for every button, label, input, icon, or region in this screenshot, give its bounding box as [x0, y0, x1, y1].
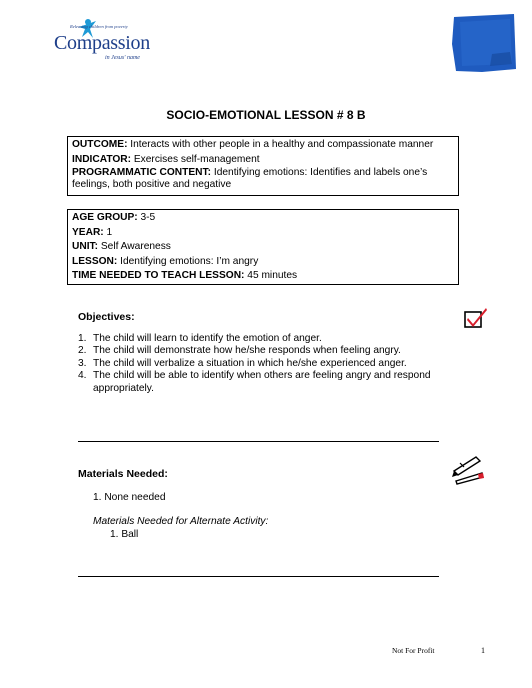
time-label: TIME NEEDED TO TEACH LESSON: — [72, 270, 245, 281]
materials-item: 1. None needed — [93, 492, 166, 503]
unit-value: Self Awareness — [98, 241, 171, 252]
time-value: 45 minutes — [244, 270, 298, 281]
year-value: 1 — [103, 226, 113, 238]
alternate-materials-heading: Materials Needed for Alternate Activity: — [93, 516, 269, 527]
logo-tagline: Releasing children from poverty — [70, 24, 128, 29]
objectives-heading: Objectives: — [78, 311, 135, 323]
outcome-box — [67, 136, 459, 196]
age-group-label: AGE GROUP: — [72, 212, 138, 223]
content-value: Identifying emotions: Identifies and labels one’s feelings, both positive and negative — [72, 167, 428, 190]
list-item: 1. The child will learn to identify the emotion of anger. — [78, 333, 322, 344]
materials-heading: Materials Needed: — [78, 468, 168, 480]
checkbox-check-icon — [463, 306, 489, 330]
list-item: 3. The child will verbalize a situation in which he/she experienced anger. — [78, 357, 407, 369]
lesson-line — [72, 255, 454, 270]
page-number: 1 — [481, 646, 485, 655]
logo-wordmark: Compassion — [54, 32, 150, 54]
unit-label: UNIT: — [72, 241, 99, 252]
pencil-crayon-icon — [450, 455, 486, 485]
divider — [78, 441, 439, 442]
year-label: YEAR: — [72, 226, 104, 238]
blue-paint-graphic — [452, 14, 516, 72]
footer-text: Not For Profit — [392, 646, 435, 655]
lesson-label: LESSON: — [72, 255, 118, 267]
page-title: SOCIO-EMOTIONAL LESSON # 8 B — [166, 108, 366, 122]
outcome-line — [72, 138, 454, 153]
divider — [78, 576, 439, 577]
content-label: PROGRAMMATIC CONTENT: — [72, 167, 212, 178]
time-line — [72, 269, 454, 284]
lesson-info-box — [67, 209, 459, 285]
unit-line — [72, 240, 454, 255]
logo-subtext: in Jesus' name — [105, 55, 140, 61]
outcome-label: OUTCOME: — [72, 139, 128, 150]
indicator-line — [72, 153, 454, 168]
content-line — [72, 167, 454, 191]
indicator-label: INDICATOR: — [72, 153, 132, 165]
year-line — [72, 226, 454, 241]
list-item: 4. The child will be able to identify when others are feeling angry and respond appropriately. — [78, 370, 431, 394]
indicator-value: Exercises self-management — [131, 153, 260, 165]
age-group-line — [72, 211, 454, 226]
objectives-list — [78, 333, 458, 395]
lesson-value: Identifying emotions: I’m angry — [117, 255, 259, 267]
outcome-value: Interacts with other people in a healthy and compassionate manner — [127, 139, 434, 150]
list-item: 2. The child will demonstrate how he/she responds when feeling angry. — [78, 345, 401, 357]
age-group-value: 3-5 — [137, 212, 156, 223]
alternate-materials-item: 1. Ball — [110, 529, 139, 540]
